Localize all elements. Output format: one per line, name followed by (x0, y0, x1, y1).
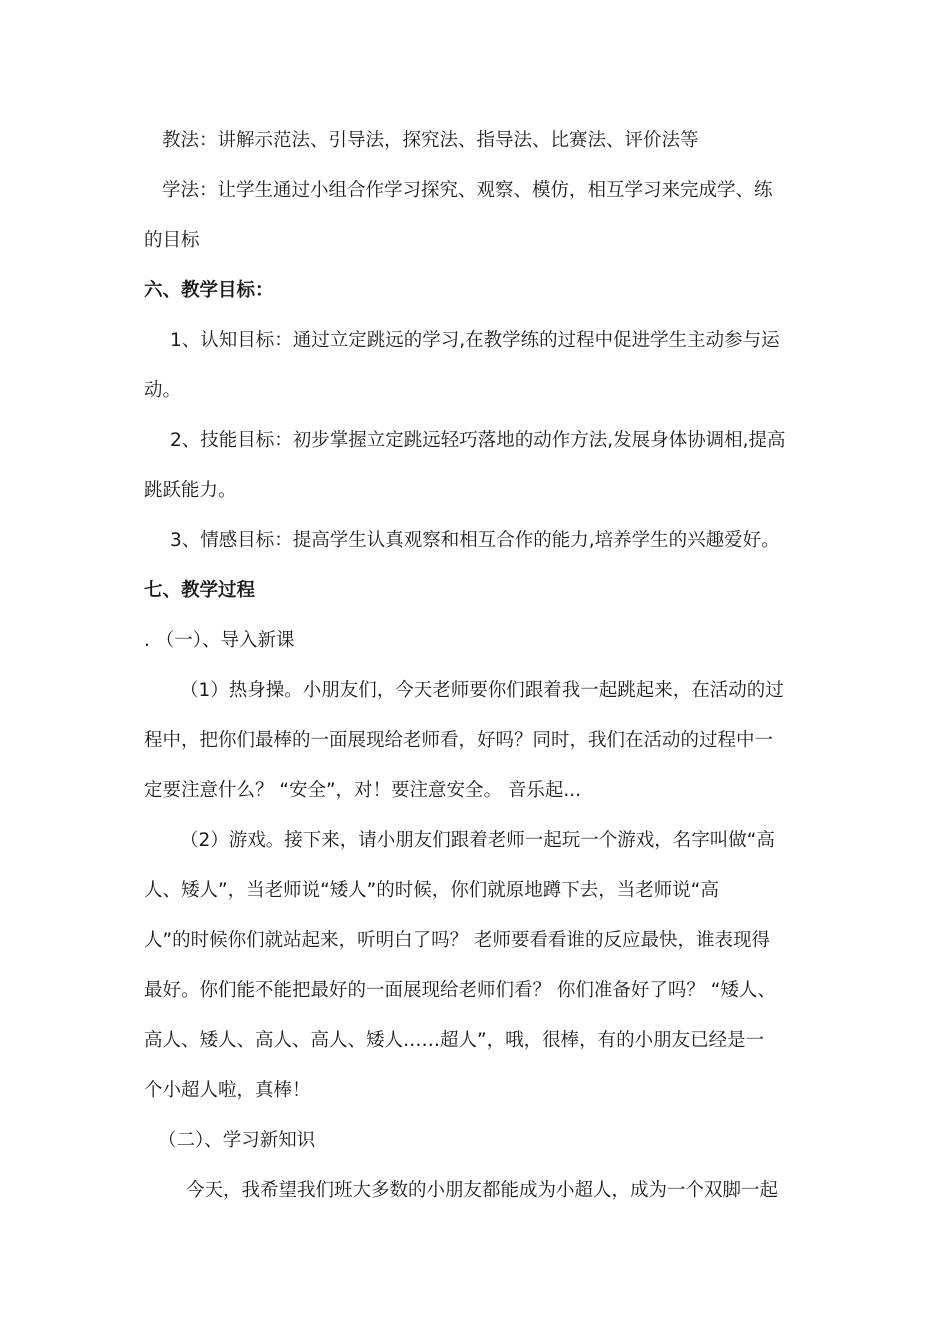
learning-methods-line: 学法：让学生通过小组合作学习探究、观察、模仿，相互学习来完成学、练 (162, 180, 773, 201)
new-knowledge-paragraph-line-1: 今天，我希望我们班大多数的小朋友都能成为小超人，成为一个双脚一起 (186, 1180, 779, 1201)
warmup-paragraph-line-1: （1）热身操。小朋友们，今天老师要你们跟着我一起跳起来，在活动的过 (180, 680, 784, 701)
subsection-intro: . （一）、导入新课 (144, 630, 295, 651)
goal-cognitive: 1、认知目标：通过立定跳远的学习,在教学练的过程中促进学生主动参与运 (170, 330, 780, 351)
goal-cognitive-cont: 动。 (144, 380, 182, 401)
learning-methods-line-cont: 的目标 (144, 230, 200, 251)
warmup-paragraph-line-2: 程中，把你们最棒的一面展现给老师看，好吗？同时，我们在活动的过程中一 (144, 730, 774, 751)
subsection-new-knowledge: （二）、学习新知识 (158, 1130, 316, 1151)
teaching-methods-line: 教法：讲解示范法、引导法，探究法、指导法、比赛法、评价法等 (162, 130, 699, 151)
game-paragraph-line-6: 个小超人啦，真棒！ (144, 1080, 311, 1101)
goal-skill-cont: 跳跃能力。 (144, 480, 237, 501)
goal-emotional: 3、情感目标：提高学生认真观察和相互合作的能力,培养学生的兴趣爱好。 (170, 530, 780, 551)
section-heading-teaching-process: 七、教学过程 (144, 580, 256, 601)
game-paragraph-line-3: 人”的时候你们就站起来，听明白了吗？ 老师要看看谁的反应最快，谁表现得 (144, 930, 770, 951)
game-paragraph-line-5: 高人、矮人、高人、高人、矮人……超人”，哦，很棒，有的小朋友已经是一 (144, 1030, 765, 1051)
goal-skill: 2、技能目标：初步掌握立定跳远轻巧落地的动作方法,发展身体协调相,提高 (170, 430, 786, 451)
game-paragraph-line-1: （2）游戏。接下来，请小朋友们跟着老师一起玩一个游戏，名字叫做“高 (180, 830, 775, 851)
section-heading-teaching-goals: 六、教学目标： (144, 280, 274, 301)
warmup-paragraph-line-3: 定要注意什么？ “安全”，对！要注意安全。 音乐起... (144, 780, 582, 801)
game-paragraph-line-2: 人、矮人”，当老师说“矮人”的时候，你们就原地蹲下去，当老师说“高 (144, 880, 719, 901)
game-paragraph-line-4: 最好。你们能不能把最好的一面展现给老师们看？ 你们准备好了吗？ “矮人、 (144, 980, 776, 1001)
